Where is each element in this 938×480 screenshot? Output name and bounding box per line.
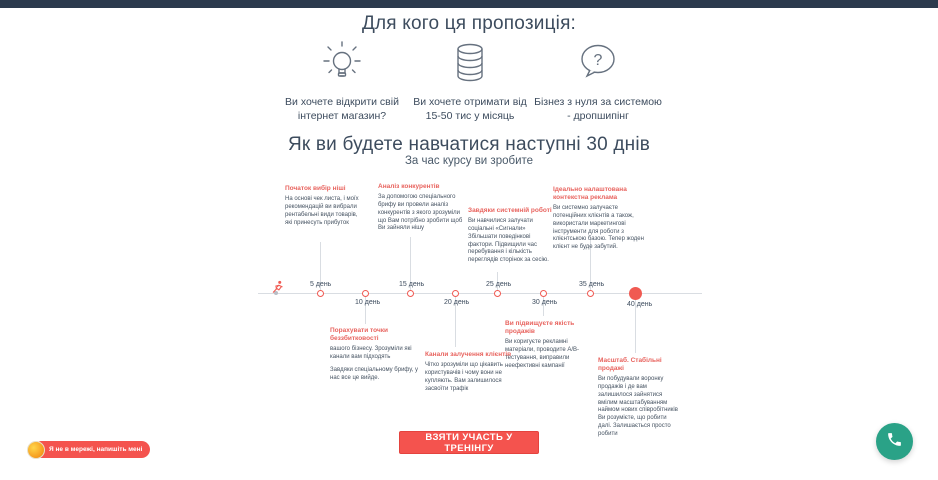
annotation-body: Чітко зрозуміли що цікавить користувачів і чому вони не купляють. Вам залишилося засвоїти трафік xyxy=(425,362,503,392)
timeline-dot-15 xyxy=(407,290,414,297)
annotation-title: Аналіз конкурентів xyxy=(378,183,440,190)
timeline-dot-40 xyxy=(629,287,642,300)
annotation-title: Ви підвищуєте якість продажів xyxy=(505,320,575,336)
benefit-dropshipping xyxy=(534,36,662,123)
annotation-body: Ви навчилися залучати соціальні «Сигнали» Збільшати поведінкові фактори. Підвищили час перебування і кількість переглядів сторінок за сесію. xyxy=(468,218,549,264)
phone-icon xyxy=(886,431,903,453)
question-bubble-icon xyxy=(572,36,624,88)
lightbulb-icon xyxy=(319,36,365,88)
top-bar xyxy=(0,0,938,8)
chat-avatar-icon xyxy=(27,441,45,459)
timeline-dot-35 xyxy=(587,290,594,297)
offline-chat-label: Я не в мережі, напишіть мені xyxy=(49,446,143,453)
annotation-body: вашого бізнесу. Зрозуміли які канали вам підходять xyxy=(330,346,412,361)
day-label: 15 день xyxy=(399,281,425,288)
benefit-caption: Ви хочете отримати від 15-50 тис у місяць xyxy=(413,96,527,122)
annotation-title: Завдяки системній роботі xyxy=(468,207,552,214)
annotation-body: Ви системно залучаєте потенційних клієнтів а також, використали маркетингові інструменти для роботи з клієнтською базою. Тепер жоден клієнт не буде забутий. xyxy=(553,205,644,251)
timeline-dot-10 xyxy=(362,290,369,297)
annotation-niche xyxy=(285,185,360,227)
offline-chat-widget[interactable] xyxy=(27,440,150,459)
annotation-body: Ви побудували воронку продажів і де вам залишилося зайнятися вмілим масштабуванням наймом нових співробітників Ви розумієте, що робити далі. Залишається просто робити xyxy=(598,376,678,437)
runner-icon xyxy=(271,280,285,299)
day-label: 20 день xyxy=(444,299,470,306)
annotation-title: Канали залучення клієнтів xyxy=(425,351,512,358)
svg-text:?: ? xyxy=(593,52,603,69)
annotation-body: Ви коригуєте рекламні матеріали, проводите А/В-тестування, виправили неефективні кампанії xyxy=(505,339,579,369)
annotation-title: Початок вибір ніші xyxy=(285,185,346,192)
timeline-dot-25 xyxy=(494,290,501,297)
coins-icon xyxy=(445,36,495,88)
day-label: 30 день xyxy=(532,299,558,306)
timeline-dot-5 xyxy=(317,290,324,297)
annotation-client-channels xyxy=(425,351,517,393)
annotation-body: Завдяки спеціальному брифу, у нас все це вийде. xyxy=(330,366,419,381)
benefit-caption: Ви хочете відкрити свій інтернет магазин? xyxy=(285,96,399,122)
benefit-caption: Бізнез з нуля за системою - дропшипінг xyxy=(534,96,662,122)
phone-call-button[interactable] xyxy=(876,423,913,460)
day-label: 10 день xyxy=(355,299,381,306)
audience-title: Для кого ця пропозиція: xyxy=(361,13,577,34)
benefit-income xyxy=(406,36,534,123)
annotation-context-ads xyxy=(553,186,645,252)
timeline-dot-20 xyxy=(452,290,459,297)
annotation-title: Порахувати точки беззбитковості xyxy=(330,327,388,343)
audience-benefits xyxy=(278,36,662,123)
annotation-title: Масштаб. Стабільні продажі xyxy=(598,357,662,373)
annotation-system-work xyxy=(468,207,554,265)
day-label: 25 день xyxy=(486,281,512,288)
annotation-title: Ідеально налаштована контекстна реклама xyxy=(553,186,627,202)
day-label: 40 день xyxy=(627,301,653,308)
timeline-dot-30 xyxy=(540,290,547,297)
benefit-open-shop xyxy=(278,36,406,123)
annotation-breakeven xyxy=(330,327,422,382)
course-title: Як ви будете навчатися наступні 30 днів xyxy=(287,134,651,155)
annotation-competitors xyxy=(378,183,464,233)
annotation-body: На основі чек листа, і моїх рекомендацій ви вибрали рентабельні види товарів, які принесуть прибуток xyxy=(285,196,359,226)
course-subtitle: За час курсу ви зробите xyxy=(404,155,534,167)
day-label: 35 день xyxy=(579,281,605,288)
join-training-button[interactable]: ВЗЯТИ УЧАСТЬ У ТРЕНІНГУ xyxy=(399,431,539,454)
offline-chat-pill xyxy=(33,441,150,458)
day-label: 5 день xyxy=(310,281,332,288)
annotation-scale xyxy=(598,357,678,439)
annotation-sales-quality xyxy=(505,320,597,370)
annotation-body: За допомогою спеціального брифу ви провели аналіз конкурентів з якого зрозуміли що Вам потрібно зробити щоб Ви зайняли нішу xyxy=(378,194,463,232)
